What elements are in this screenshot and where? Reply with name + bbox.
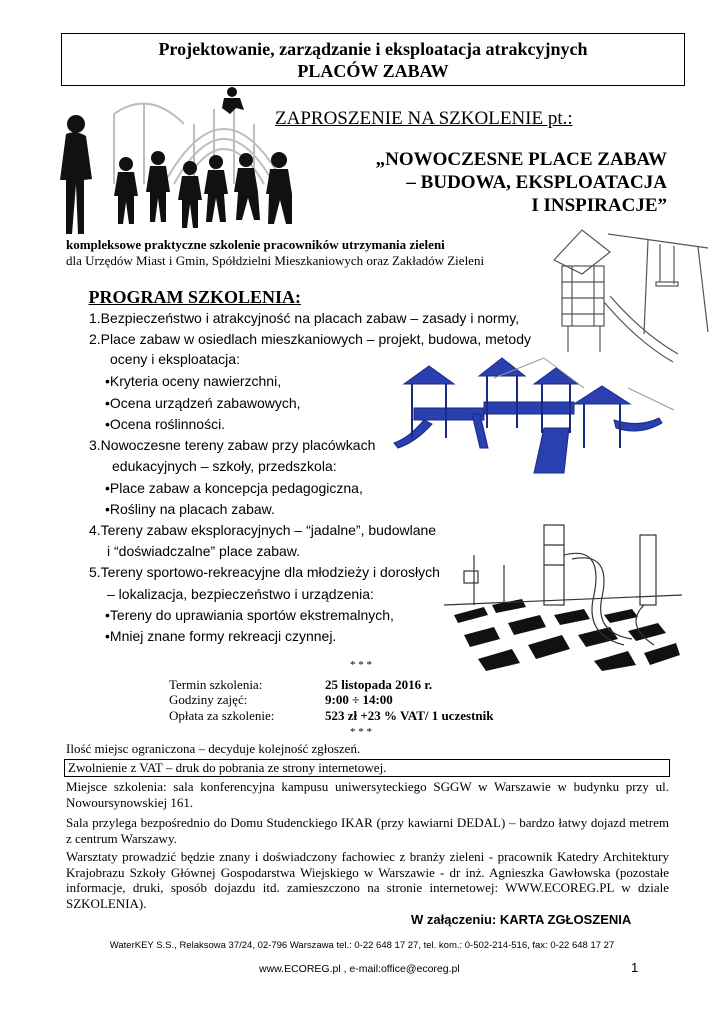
- program-line: – lokalizacja, bezpieczeństwo i urządzenia:: [107, 586, 374, 602]
- program-bullet: •Place zabaw a koncepcja pedagogiczna,: [105, 480, 363, 496]
- course-title-line2: – BUDOWA, EKSPLOATACJA: [406, 172, 667, 193]
- children-silhouette-illustration: [54, 84, 310, 244]
- program-bullet: •Ocena urządzeń zabawowych,: [105, 395, 301, 411]
- subtitle-line2: dla Urzędów Miast i Gmin, Spółdzielni Mieszkaniowych oraz Zakładów Zieleni: [66, 253, 485, 268]
- footer-web-contact[interactable]: www.ECOREG.pl , e-mail:office@ecoreg.pl: [259, 963, 460, 975]
- course-title-line3: I INSPIRACJE”: [531, 195, 667, 216]
- program-line: 3.Nowoczesne tereny zabaw przy placówkach: [89, 437, 376, 453]
- location-note: Miejsce szkolenia: sala konferencyjna kampusu uniwersyteckiego SGGW w Warszawie w budynku przy ul. Nowoursynowskiej 161.: [66, 779, 669, 810]
- header-box: [61, 33, 685, 86]
- program-line: 1.Bezpieczeństwo i atrakcyjność na placach zabaw – zasady i normy,: [89, 310, 520, 326]
- invitation-heading: ZAPROSZENIE NA SZKOLENIE pt.:: [275, 108, 573, 129]
- limited-seats-note: Ilość miejsc ograniczona – decyduje kolejność zgłoszeń.: [66, 741, 361, 756]
- program-line: edukacyjnych – szkoły, przedszkola:: [112, 458, 337, 474]
- program-bullet: •Tereny do uprawiania sportów ekstremalnych,: [105, 607, 394, 623]
- instructor-note: Warsztaty prowadzić będzie znany i doświadczony fachowiec z branży zieleni - pracownik Katedry Architektury Krajobrazu Szkoły Głównej Gospodarstwa Wiejskiego w Warszawie - dr inż. Agnieszka Gawłowska (pozostałe informacje, druki, sposób dojazdu itd. zamieszczono na stronie internetowej: WWW.ECOREG.PL w dziale SZKOLENIA).: [66, 849, 669, 911]
- program-bullet: •Ocena roślinności.: [105, 416, 226, 432]
- perspective-playground-sketch: [444, 515, 682, 673]
- fee-value: 523 zł +23 % VAT/ 1 uczestnik: [325, 708, 494, 723]
- page-number: 1: [631, 960, 639, 975]
- footer-company-info: WaterKEY S.S., Relaksowa 37/24, 02-796 Warszawa tel.: 0-22 648 17 27, tel. kom.: 0-502-214-516, fax: 0-22 648 17 27: [109, 940, 615, 951]
- course-title: [330, 148, 667, 217]
- date-label: Termin szkolenia:: [169, 677, 263, 692]
- attachment-note: W załączeniu: KARTA ZGŁOSZENIA: [411, 912, 632, 927]
- program-line: i “doświadczalne” place zabaw.: [107, 543, 300, 559]
- access-note: Sala przylega bezpośrednio do Domu Studenckiego IKAR (przy kawiarni DEDAL) – bardzo łatwy dojazd metrem z centrum Warszawy.: [66, 815, 669, 846]
- program-line: 4.Tereny zabaw eksploracyjnych – “jadalne”, budowlane: [89, 522, 437, 538]
- header-title-line1: Projektowanie, zarządzanie i eksploatacja atrakcyjnych: [158, 39, 588, 59]
- vat-exemption-box: Zwolnienie z VAT – druk do pobrania ze strony internetowej.: [64, 759, 670, 777]
- program-heading: [66, 287, 301, 308]
- course-title-line1: „NOWOCZESNE PLACE ZABAW: [375, 149, 667, 170]
- program-bullet: •Mniej znane formy rekreacji czynnej.: [105, 628, 337, 644]
- hours-label: Godziny zajęć:: [169, 692, 248, 707]
- program-line: oceny i eksploatacja:: [110, 351, 240, 367]
- fee-label: Opłata za szkolenie:: [169, 708, 275, 723]
- header-title-line2: PLACÓW ZABAW: [297, 61, 449, 81]
- program-bullet: •Rośliny na placach zabaw.: [105, 501, 275, 517]
- climbing-frame-lines: [114, 104, 284, 184]
- program-line: 2.Place zabaw w osiedlach mieszkaniowych – projekt, budowa, metody: [89, 331, 532, 347]
- separator-top: * * *: [350, 659, 372, 671]
- blue-play-structure-illustration: [384, 348, 684, 478]
- date-value: 25 listopada 2016 r.: [325, 677, 433, 692]
- subtitle-line1: kompleksowe praktyczne szkolenie pracowników utrzymania zieleni: [66, 237, 445, 252]
- program-line: 5.Tereny sportowo-rekreacyjne dla młodzieży i dorosłych: [89, 564, 440, 580]
- hours-value: 9:00 ÷ 14:00: [325, 692, 393, 707]
- program-heading-text: PROGRAM SZKOLENIA:: [88, 287, 302, 307]
- program-bullet: •Kryteria oceny nawierzchni,: [105, 373, 282, 389]
- separator-bottom: * * *: [350, 726, 372, 738]
